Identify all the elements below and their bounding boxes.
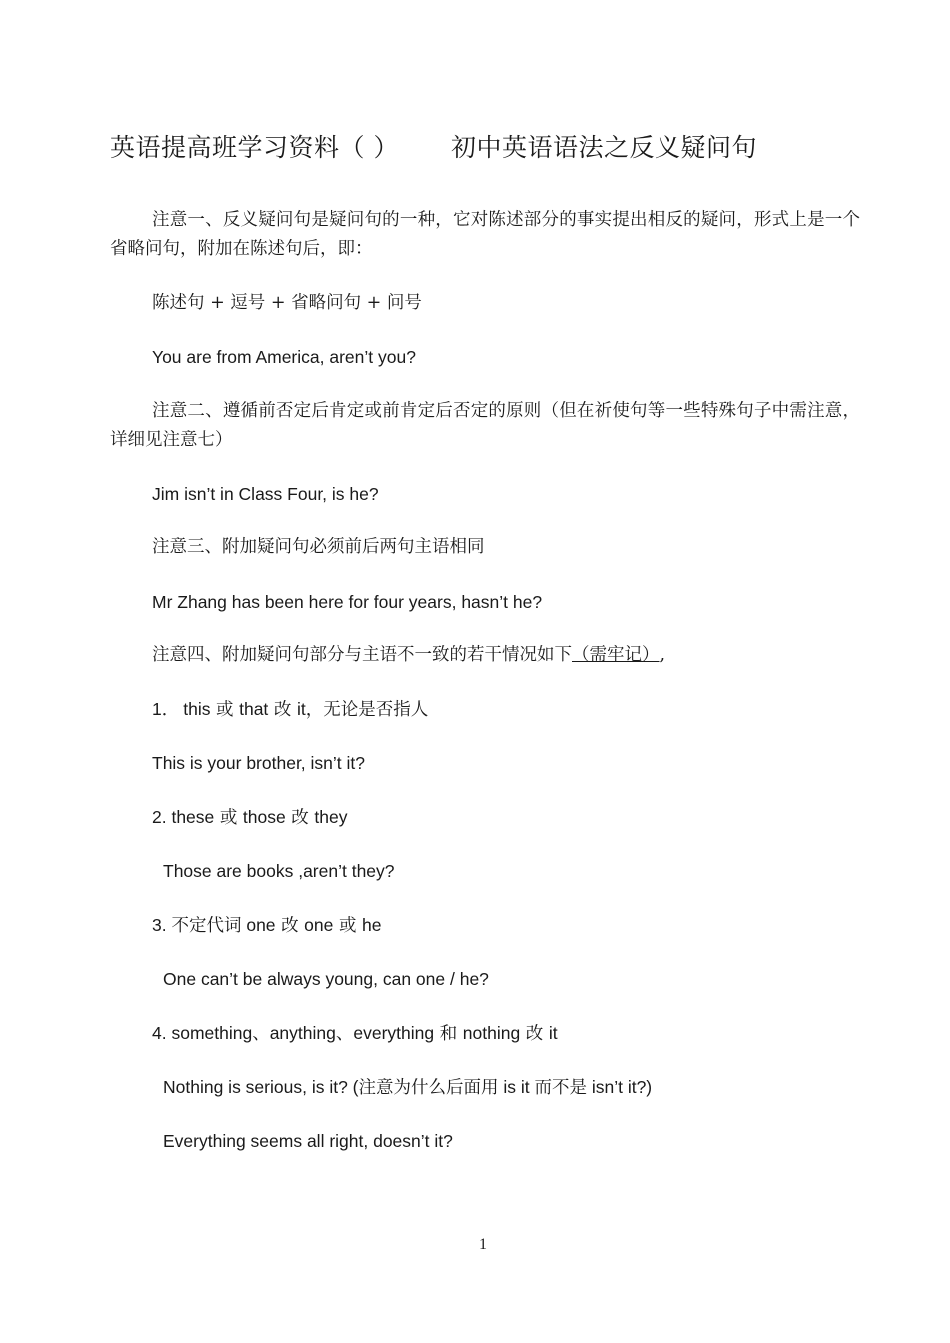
title-part2: 初中英语语法之反义疑问句 — [450, 133, 757, 162]
example-7-is-it: is it — [498, 1077, 535, 1097]
rule-4-everything: everything — [353, 1023, 435, 1043]
rule-4-it: it — [548, 1023, 558, 1043]
note-4-line — [152, 645, 665, 665]
example-5: Those are books ,aren’t they? — [163, 861, 395, 881]
example-8: Everything seems all right, doesn’t it? — [163, 1131, 453, 1151]
rule-2-these: 2. these — [152, 807, 215, 827]
rule-3-one-2: one — [304, 915, 334, 935]
note-1-paragraph: 注意一、反义疑问句是疑问句的一种，它对陈述部分的事实提出相反的疑问，形式上是一个省略问句，附加在陈述句后，即： — [110, 210, 860, 259]
example-4: This is your brother, isn’t it? — [152, 753, 365, 773]
note-4-tail: , — [659, 645, 666, 665]
rule-4 — [152, 1023, 558, 1044]
example-7-isnt-it: isn’t it?) — [586, 1077, 653, 1097]
rule-1-or: 或 — [210, 700, 240, 720]
rule-4-change: 改 — [520, 1024, 549, 1044]
rule-4-sep-1: 、 — [252, 1024, 270, 1044]
page-number: 1 — [479, 1236, 487, 1253]
rule-1-note: ，无论是否指人 — [305, 700, 429, 720]
rule-3-or: 或 — [333, 916, 363, 936]
rule-2-change: 改 — [285, 808, 315, 828]
rule-1-word-it: it — [296, 699, 306, 719]
rule-1 — [152, 699, 428, 720]
rule-4-anything: anything — [269, 1023, 336, 1043]
rule-2-or: 或 — [214, 808, 243, 828]
note-4-text: 注意四、附加疑问句部分与主语不一致的若干情况如下 — [152, 645, 572, 665]
rule-3-number: 3. — [152, 915, 172, 935]
page-title — [110, 128, 757, 164]
example-2: Jim isn’t in Class Four, is he? — [152, 484, 379, 504]
rule-3-he: he — [362, 915, 382, 935]
rule-4-something: 4. something — [152, 1023, 253, 1043]
rule-3-change: 改 — [275, 916, 305, 936]
note-4-underlined: （需牢记） — [572, 645, 660, 665]
note-3-line: 注意三、附加疑问句必须前后两句主语相同 — [152, 537, 485, 557]
title-part1: 英语提高班学习资料（ ） — [110, 133, 399, 162]
formula-line: 陈述句 + 逗号 + 省略问句 + 问号 — [152, 293, 422, 313]
example-7-note-2: 而不是 — [534, 1078, 587, 1098]
rule-1-number: 1． — [152, 699, 180, 719]
rule-4-sep-2: 、 — [335, 1024, 354, 1044]
rule-4-nothing: nothing — [462, 1023, 521, 1043]
rule-3-indefinite: 不定代词 — [171, 916, 242, 936]
rule-2-those: those — [242, 807, 286, 827]
example-1: You are from America, aren’t you? — [152, 347, 416, 367]
example-6: One can’t be always young, can one / he? — [163, 969, 489, 989]
rule-2-they: they — [314, 807, 348, 827]
example-7-note-1: 注意为什么后面用 — [358, 1078, 499, 1098]
rule-1-change: 改 — [268, 700, 297, 720]
rule-2 — [152, 807, 347, 828]
note-2-paragraph: 注意二、遵循前否定后肯定或前肯定后否定的原则（但在祈使句等一些特殊句子中需注意，详细见注意七） — [110, 401, 860, 450]
example-7-sentence: Nothing is serious, is it? ( — [163, 1077, 359, 1097]
rule-4-and: 和 — [434, 1024, 463, 1044]
example-3: Mr Zhang has been here for four years, hasn’t he? — [152, 592, 543, 612]
rule-3 — [152, 915, 381, 936]
example-7 — [163, 1077, 652, 1098]
rule-3-one: one — [241, 915, 276, 935]
rule-1-word-this: this — [183, 699, 211, 719]
rule-1-word-that: that — [239, 699, 269, 719]
